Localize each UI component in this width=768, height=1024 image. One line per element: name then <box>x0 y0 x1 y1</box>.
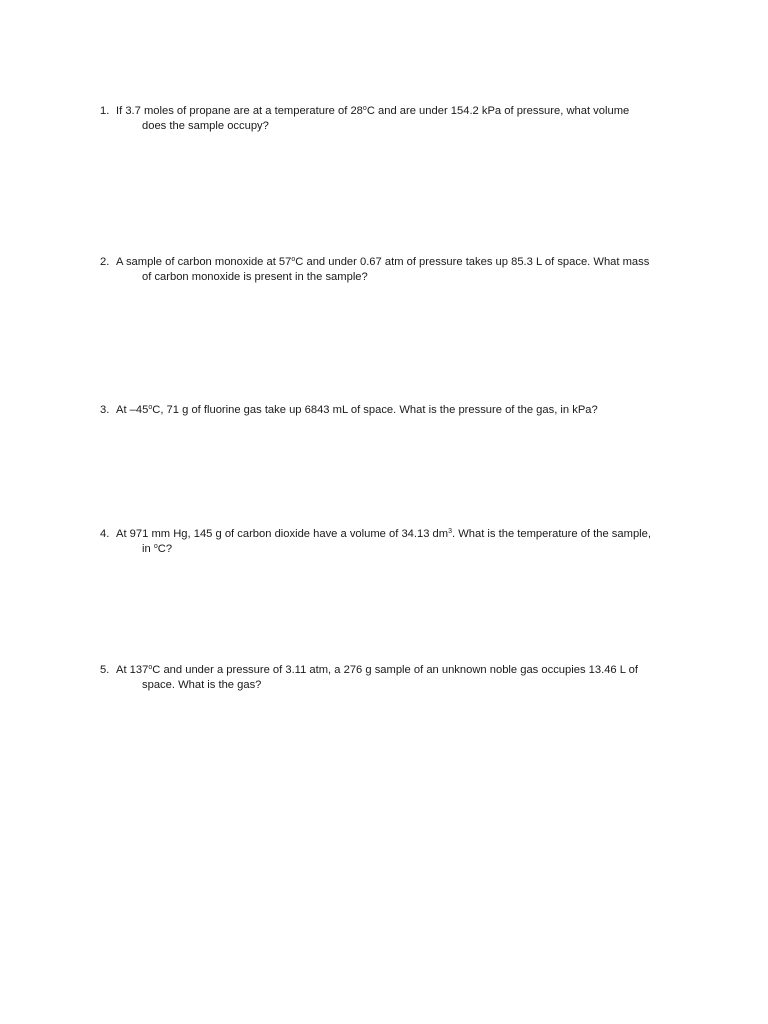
question-2-line-2: of carbon monoxide is present in the sample? <box>142 271 368 283</box>
question-number: 5. <box>100 664 110 676</box>
degree-superscript: o <box>148 404 153 411</box>
question-1-line-1 <box>100 104 700 119</box>
question-3-line-1 <box>100 403 700 418</box>
question-text: At 971 mm Hg, 145 g of carbon dioxide have a volume of 34.13 $dm^3$. What is the temperature of the sample, <box>116 528 651 540</box>
question-text: If 3.7 moles of propane are at a temperature of 28$^o$C and are under 154.2 kPa of pressure, what volume <box>116 105 630 117</box>
question-text: At –45$^o$C, 71 g of fluorine gas take up 6843 mL of space. What is the pressure of the gas, in kPa? <box>116 404 598 416</box>
question-number: 3. <box>100 404 110 416</box>
question-4-line-2: in $^o$C? <box>142 543 173 555</box>
degree-superscript: o <box>153 543 158 550</box>
question-1-line-2: does the sample occupy? <box>142 120 269 132</box>
question-text: A sample of carbon monoxide at 57$^o$C and under 0.67 atm of pressure takes up 85.3 L of space. What mass <box>116 256 650 268</box>
question-text: At 137$^o$C and under a pressure of 3.11 atm, a 276 g sample of an unknown noble gas occupies 13.46 L of <box>116 664 638 676</box>
degree-superscript: o <box>291 256 296 263</box>
question-3 <box>100 403 700 418</box>
degree-superscript: o <box>148 664 153 671</box>
question-number: 4. <box>100 528 110 540</box>
question-2 <box>100 255 700 285</box>
cubed-superscript: 3 <box>448 528 452 535</box>
question-5-line-2: space. What is the gas? <box>142 679 262 691</box>
degree-superscript: o <box>362 105 367 112</box>
question-5-line-1 <box>100 663 700 678</box>
question-number: 2. <box>100 256 110 268</box>
question-4 <box>100 527 700 557</box>
question-5 <box>100 663 700 693</box>
question-4-line-1 <box>100 527 700 542</box>
question-2-line-1 <box>100 255 700 270</box>
question-1 <box>100 104 700 134</box>
question-number: 1. <box>100 105 110 117</box>
